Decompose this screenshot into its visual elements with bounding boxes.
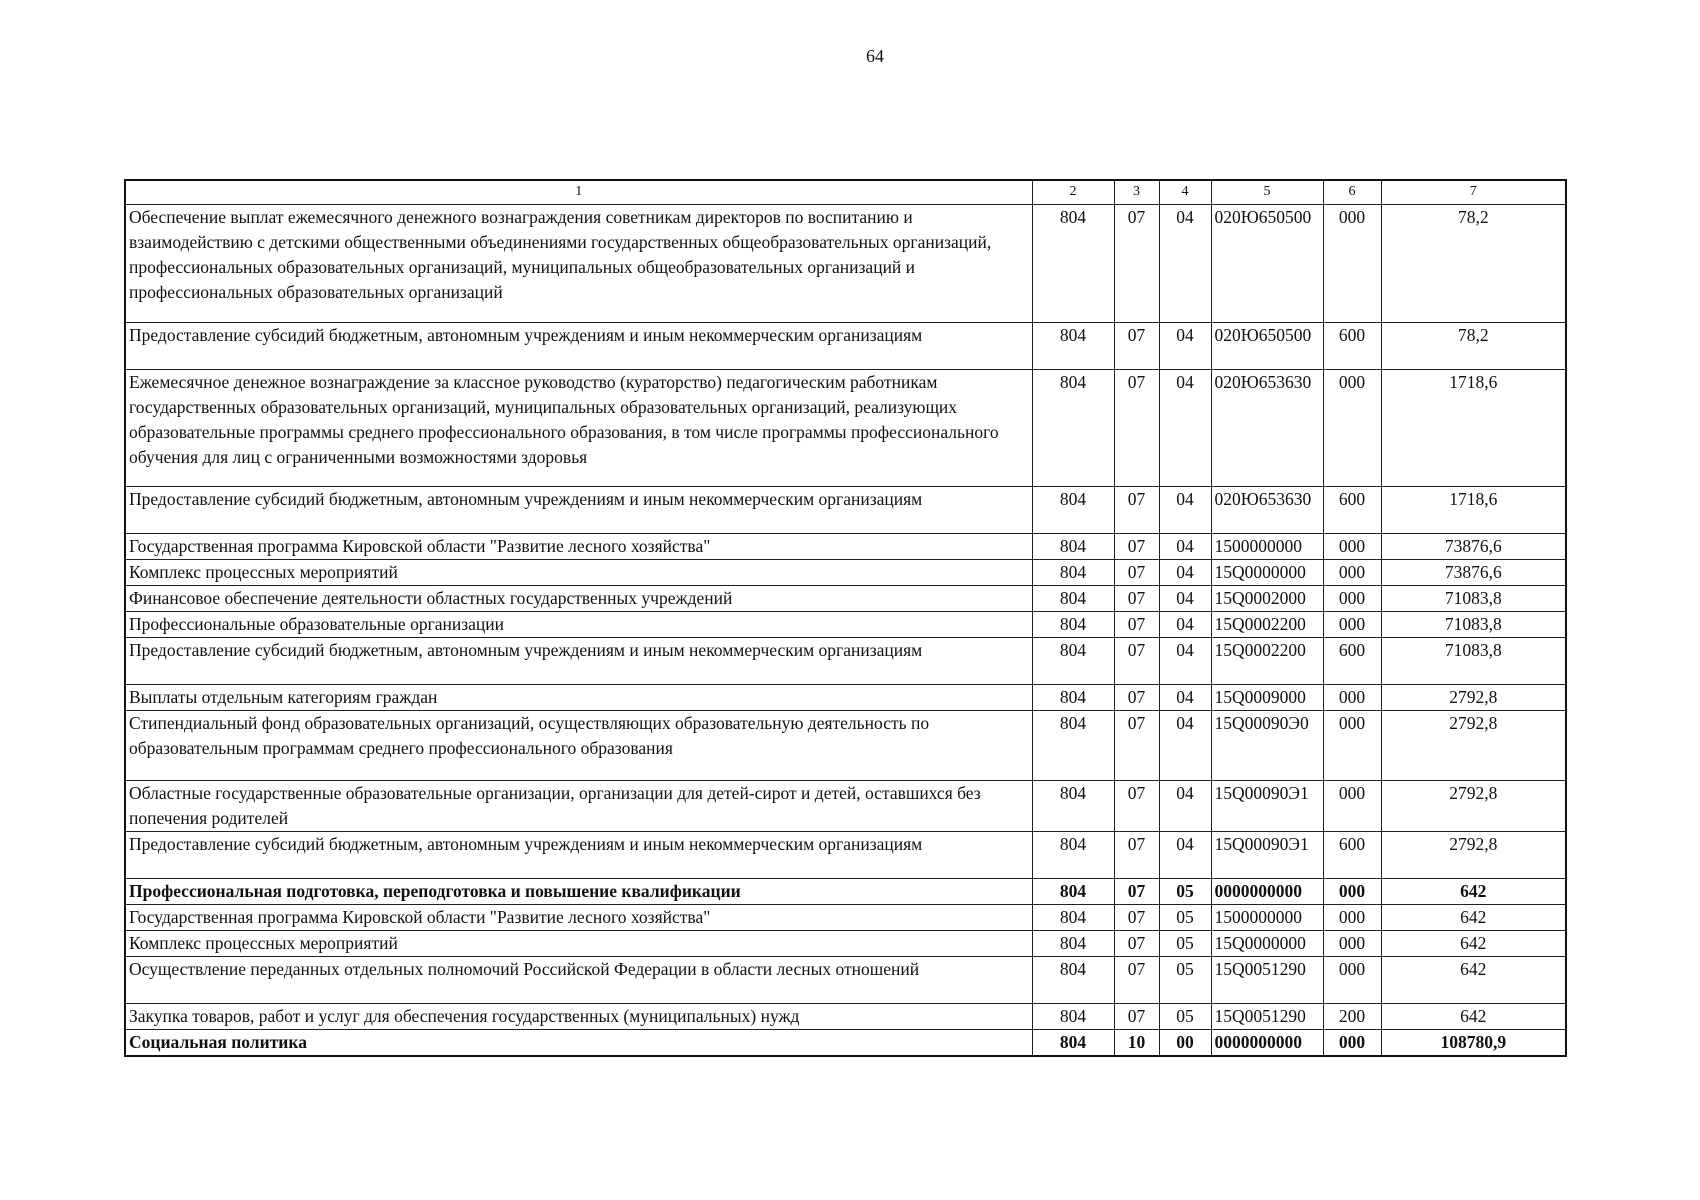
row-name-cell: Предоставление субсидий бюджетным, автономным учреждениям и иным некоммерческим организациям	[125, 638, 1032, 685]
row-c7-cell: 71083,8	[1381, 638, 1566, 685]
table-row	[125, 323, 1566, 370]
table-row	[125, 560, 1566, 586]
header-cell: 6	[1323, 180, 1381, 205]
row-c5-cell: 15Q0000000	[1211, 560, 1323, 586]
row-name-cell: Закупка товаров, работ и услуг для обеспечения государственных (муниципальных) нужд	[125, 1004, 1032, 1030]
row-c3-cell: 07	[1114, 370, 1159, 487]
row-name-cell: Областные государственные образовательные организации, организации для детей-сирот и детей, оставшихся без попечения родителей	[125, 781, 1032, 832]
table-row	[125, 1030, 1566, 1057]
row-name-cell: Предоставление субсидий бюджетным, автономным учреждениям и иным некоммерческим организациям	[125, 323, 1032, 370]
row-c2-cell: 804	[1032, 560, 1114, 586]
header-cell: 3	[1114, 180, 1159, 205]
row-c3-cell: 07	[1114, 879, 1159, 905]
row-name-cell: Финансовое обеспечение деятельности областных государственных учреждений	[125, 586, 1032, 612]
row-c7-cell: 73876,6	[1381, 534, 1566, 560]
header-cell: 2	[1032, 180, 1114, 205]
table-row	[125, 685, 1566, 711]
row-c6-cell: 000	[1323, 205, 1381, 323]
table-body	[125, 205, 1566, 1057]
header-cell: 7	[1381, 180, 1566, 205]
row-c5-cell: 15Q00090Э0	[1211, 711, 1323, 781]
row-c7-cell: 642	[1381, 905, 1566, 931]
row-c4-cell: 05	[1159, 1004, 1211, 1030]
row-c4-cell: 05	[1159, 879, 1211, 905]
row-c2-cell: 804	[1032, 487, 1114, 534]
row-c3-cell: 07	[1114, 586, 1159, 612]
row-c4-cell: 05	[1159, 931, 1211, 957]
row-c2-cell: 804	[1032, 1030, 1114, 1057]
row-c5-cell: 15Q0002200	[1211, 638, 1323, 685]
row-c7-cell: 642	[1381, 931, 1566, 957]
row-c3-cell: 07	[1114, 957, 1159, 1004]
row-c2-cell: 804	[1032, 323, 1114, 370]
row-c6-cell: 000	[1323, 612, 1381, 638]
row-name-cell: Комплекс процессных мероприятий	[125, 931, 1032, 957]
row-c6-cell: 000	[1323, 781, 1381, 832]
row-c4-cell: 04	[1159, 205, 1211, 323]
row-c6-cell: 600	[1323, 487, 1381, 534]
row-c2-cell: 804	[1032, 612, 1114, 638]
row-c5-cell: 15Q0002000	[1211, 586, 1323, 612]
row-c5-cell: 0000000000	[1211, 1030, 1323, 1057]
row-c6-cell: 000	[1323, 931, 1381, 957]
row-name-cell: Комплекс процессных мероприятий	[125, 560, 1032, 586]
row-c5-cell: 020Ю653630	[1211, 487, 1323, 534]
row-c6-cell: 000	[1323, 685, 1381, 711]
row-c3-cell: 07	[1114, 638, 1159, 685]
row-c4-cell: 04	[1159, 612, 1211, 638]
row-c5-cell: 020Ю650500	[1211, 323, 1323, 370]
row-c2-cell: 804	[1032, 534, 1114, 560]
row-c6-cell: 000	[1323, 879, 1381, 905]
row-c6-cell: 000	[1323, 560, 1381, 586]
row-c4-cell: 05	[1159, 957, 1211, 1004]
row-c3-cell: 07	[1114, 205, 1159, 323]
table-row	[125, 711, 1566, 781]
row-c7-cell: 642	[1381, 1004, 1566, 1030]
row-c5-cell: 1500000000	[1211, 534, 1323, 560]
row-c4-cell: 04	[1159, 560, 1211, 586]
row-c2-cell: 804	[1032, 586, 1114, 612]
row-c3-cell: 07	[1114, 1004, 1159, 1030]
row-name-cell: Выплаты отдельным категориям граждан	[125, 685, 1032, 711]
row-c5-cell: 15Q0051290	[1211, 957, 1323, 1004]
table-row	[125, 534, 1566, 560]
row-c4-cell: 04	[1159, 534, 1211, 560]
row-c2-cell: 804	[1032, 370, 1114, 487]
table-row	[125, 957, 1566, 1004]
row-c2-cell: 804	[1032, 685, 1114, 711]
row-c3-cell: 07	[1114, 905, 1159, 931]
row-c2-cell: 804	[1032, 832, 1114, 879]
row-c2-cell: 804	[1032, 1004, 1114, 1030]
row-name-cell: Профессиональные образовательные организации	[125, 612, 1032, 638]
row-c4-cell: 04	[1159, 638, 1211, 685]
budget-table	[124, 179, 1567, 1057]
row-c5-cell: 15Q0009000	[1211, 685, 1323, 711]
row-c6-cell: 200	[1323, 1004, 1381, 1030]
row-c5-cell: 0000000000	[1211, 879, 1323, 905]
table-row	[125, 586, 1566, 612]
row-name-cell: Государственная программа Кировской области "Развитие лесного хозяйства"	[125, 905, 1032, 931]
row-c7-cell: 2792,8	[1381, 832, 1566, 879]
table-row	[125, 612, 1566, 638]
row-name-cell: Государственная программа Кировской области "Развитие лесного хозяйства"	[125, 534, 1032, 560]
row-c7-cell: 642	[1381, 957, 1566, 1004]
row-c6-cell: 600	[1323, 638, 1381, 685]
row-c2-cell: 804	[1032, 905, 1114, 931]
row-c3-cell: 07	[1114, 711, 1159, 781]
table-row	[125, 879, 1566, 905]
row-c6-cell: 000	[1323, 534, 1381, 560]
row-c5-cell: 15Q00090Э1	[1211, 781, 1323, 832]
header-cell: 4	[1159, 180, 1211, 205]
row-c5-cell: 020Ю653630	[1211, 370, 1323, 487]
row-c3-cell: 07	[1114, 560, 1159, 586]
row-c7-cell: 73876,6	[1381, 560, 1566, 586]
row-c3-cell: 07	[1114, 832, 1159, 879]
row-c7-cell: 1718,6	[1381, 487, 1566, 534]
table-row	[125, 931, 1566, 957]
row-name-cell: Предоставление субсидий бюджетным, автономным учреждениям и иным некоммерческим организациям	[125, 487, 1032, 534]
row-c4-cell: 04	[1159, 586, 1211, 612]
row-c6-cell: 000	[1323, 586, 1381, 612]
page-number: 64	[866, 46, 884, 66]
row-c3-cell: 07	[1114, 612, 1159, 638]
table-header-row	[125, 180, 1566, 205]
row-c6-cell: 600	[1323, 832, 1381, 879]
row-c4-cell: 05	[1159, 905, 1211, 931]
row-c6-cell: 600	[1323, 323, 1381, 370]
row-c5-cell: 15Q0051290	[1211, 1004, 1323, 1030]
row-c6-cell: 000	[1323, 370, 1381, 487]
row-c3-cell: 07	[1114, 685, 1159, 711]
row-c6-cell: 000	[1323, 957, 1381, 1004]
row-c6-cell: 000	[1323, 1030, 1381, 1057]
table-row	[125, 781, 1566, 832]
row-c6-cell: 000	[1323, 711, 1381, 781]
row-c4-cell: 04	[1159, 323, 1211, 370]
row-c3-cell: 10	[1114, 1030, 1159, 1057]
row-c5-cell: 15Q00090Э1	[1211, 832, 1323, 879]
row-c7-cell: 108780,9	[1381, 1030, 1566, 1057]
table-row	[125, 638, 1566, 685]
row-c2-cell: 804	[1032, 638, 1114, 685]
row-c3-cell: 07	[1114, 487, 1159, 534]
row-name-cell: Осуществление переданных отдельных полномочий Российской Федерации в области лесных отношений	[125, 957, 1032, 1004]
row-name-cell: Профессиональная подготовка, переподготовка и повышение квалификации	[125, 879, 1032, 905]
row-c7-cell: 78,2	[1381, 205, 1566, 323]
row-c7-cell: 642	[1381, 879, 1566, 905]
row-name-cell: Стипендиальный фонд образовательных организаций, осуществляющих образовательную деятельность по образовательным программам среднего профессионального образования	[125, 711, 1032, 781]
row-c7-cell: 78,2	[1381, 323, 1566, 370]
row-c4-cell: 04	[1159, 685, 1211, 711]
table-row	[125, 487, 1566, 534]
row-c3-cell: 07	[1114, 931, 1159, 957]
row-c7-cell: 2792,8	[1381, 781, 1566, 832]
row-c2-cell: 804	[1032, 781, 1114, 832]
row-c7-cell: 1718,6	[1381, 370, 1566, 487]
row-c3-cell: 07	[1114, 781, 1159, 832]
row-c4-cell: 04	[1159, 370, 1211, 487]
row-c2-cell: 804	[1032, 879, 1114, 905]
table-row	[125, 905, 1566, 931]
table-row	[125, 1004, 1566, 1030]
row-c5-cell: 1500000000	[1211, 905, 1323, 931]
row-name-cell: Ежемесячное денежное вознаграждение за классное руководство (кураторство) педагогическим работникам государственных образовательных организаций, муниципальных образовательных организаций, реализующих образовательные программы среднего профессионального образования, в том числе программы профессионального обучения для лиц с ограниченными возможностями здоровья	[125, 370, 1032, 487]
row-c6-cell: 000	[1323, 905, 1381, 931]
row-c5-cell: 15Q0000000	[1211, 931, 1323, 957]
row-c7-cell: 2792,8	[1381, 685, 1566, 711]
row-c4-cell: 04	[1159, 487, 1211, 534]
row-c7-cell: 2792,8	[1381, 711, 1566, 781]
row-c4-cell: 04	[1159, 832, 1211, 879]
row-c2-cell: 804	[1032, 205, 1114, 323]
row-name-cell: Социальная политика	[125, 1030, 1032, 1057]
row-c3-cell: 07	[1114, 323, 1159, 370]
row-c2-cell: 804	[1032, 931, 1114, 957]
row-c5-cell: 15Q0002200	[1211, 612, 1323, 638]
row-c4-cell: 00	[1159, 1030, 1211, 1057]
header-cell: 1	[125, 180, 1032, 205]
row-c7-cell: 71083,8	[1381, 612, 1566, 638]
table-row	[125, 205, 1566, 323]
row-c7-cell: 71083,8	[1381, 586, 1566, 612]
row-c3-cell: 07	[1114, 534, 1159, 560]
row-name-cell: Обеспечение выплат ежемесячного денежного вознаграждения советникам директоров по воспитанию и взаимодействию с детскими общественными объединениями государственных общеобразовательных организаций, профессиональных образовательных организаций, муниципальных общеобразовательных организаций и профессиональных образовательных организаций	[125, 205, 1032, 323]
row-c4-cell: 04	[1159, 711, 1211, 781]
table-row	[125, 832, 1566, 879]
table-row	[125, 370, 1566, 487]
row-name-cell: Предоставление субсидий бюджетным, автономным учреждениям и иным некоммерческим организациям	[125, 832, 1032, 879]
row-c4-cell: 04	[1159, 781, 1211, 832]
row-c5-cell: 020Ю650500	[1211, 205, 1323, 323]
row-c2-cell: 804	[1032, 711, 1114, 781]
row-c2-cell: 804	[1032, 957, 1114, 1004]
header-cell: 5	[1211, 180, 1323, 205]
